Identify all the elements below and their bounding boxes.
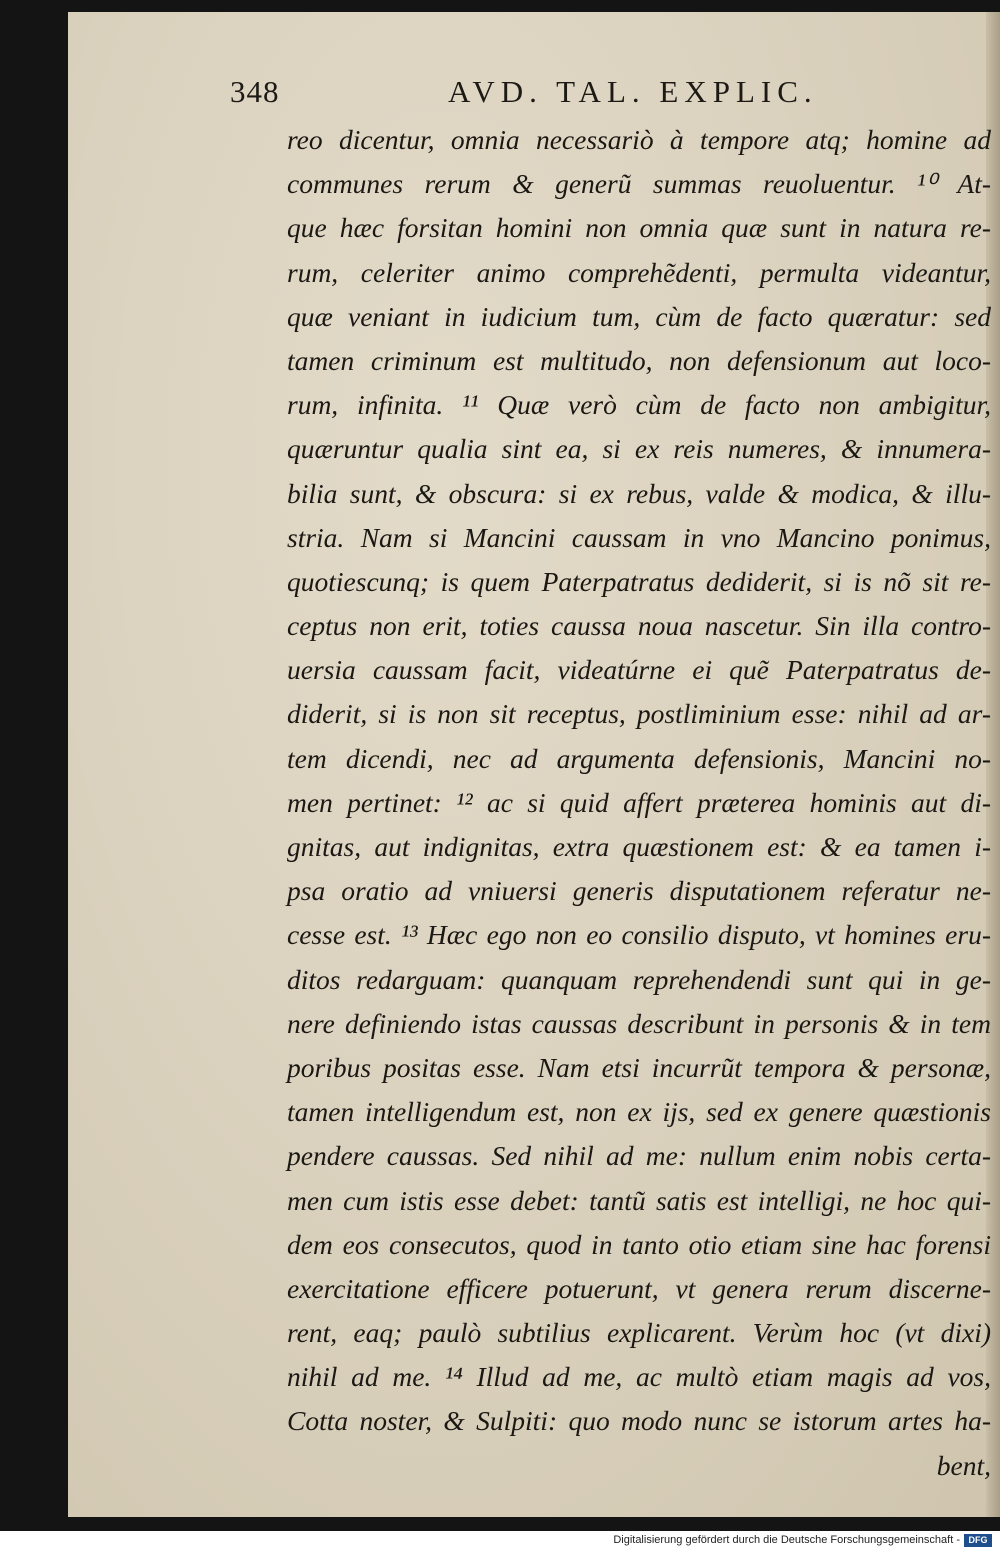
text-line: poribus positas esse. Nam etsi incurrũt tempora & personæ, <box>287 1051 991 1083</box>
text-line: diderit, si is non sit receptus, postliminium esse: nihil ad ar- <box>287 698 991 730</box>
running-head <box>230 74 930 124</box>
text-line: uersia caussam facit, videatúrne ei quẽ Paterpatratus de- <box>287 654 991 686</box>
text-line: rent, eaq; paulò subtilius explicarent. Verùm hoc (vt dixi) <box>287 1317 991 1349</box>
text-line: cesse est. ¹³ Hæc ego non eo consilio disputo, vt homines eru- <box>287 919 991 951</box>
running-title: AVD. TAL. EXPLIC. <box>448 74 818 109</box>
text-line: tem dicendi, nec ad argumenta defensionis, Mancini no- <box>287 742 991 774</box>
text-line: psa oratio ad vniuersi generis disputationem referatur ne- <box>287 875 991 907</box>
text-line: ceptus non erit, toties caussa noua nascetur. Sin illa contro- <box>287 610 991 642</box>
text-line: nere definiendo istas caussas describunt in personis & in tem <box>287 1007 991 1039</box>
text-line: Cotta noster, & Sulpiti: quo modo nunc se istorum artes ha- <box>287 1405 991 1437</box>
text-line: dem eos consecutos, quod in tanto otio etiam sine hac forensi <box>287 1228 991 1260</box>
text-line: pendere caussas. Sed nihil ad me: nullum enim nobis certa- <box>287 1140 991 1172</box>
text-line: quæruntur qualia sint ea, si ex reis numeres, & innumera- <box>287 433 991 465</box>
page-number: 348 <box>230 74 280 109</box>
text-line: nihil ad me. ¹⁴ Illud ad me, ac multò etiam magis ad vos, <box>287 1361 991 1393</box>
text-line: bilia sunt, & obscura: si ex rebus, valde & modica, & illu- <box>287 477 991 509</box>
text-line: communes rerum & generũ summas reuoluentur. ¹⁰ At- <box>287 168 991 200</box>
digitization-credit: Digitalisierung gefördert durch die Deutsche Forschungsgemeinschaft - <box>613 1534 960 1546</box>
text-line: que hæc forsitan homini non omnia quæ sunt in natura re- <box>287 212 991 244</box>
text-line: tamen intelligendum est, non ex ijs, sed ex genere quæstionis <box>287 1096 991 1128</box>
text-line: bent, <box>936 1449 991 1481</box>
text-line: quotiescunq; is quem Paterpatratus dediderit, si is nõ sit re- <box>287 565 991 597</box>
body-text <box>287 118 991 1488</box>
text-line: exercitatione efficere potuerunt, vt genera rerum discerne- <box>287 1272 991 1304</box>
text-line: gnitas, aut indignitas, extra quæstionem est: & ea tamen i- <box>287 831 991 862</box>
text-line: men pertinet: ¹² ac si quid affert præterea hominis aut di- <box>287 786 991 818</box>
text-line: ditos redarguam: quanquam reprehendendi sunt qui in ge- <box>287 963 991 995</box>
text-line: quæ veniant in iudicium tum, cùm de facto quæratur: sed <box>287 300 991 332</box>
text-line: stria. Nam si Mancini caussam in vno Mancino ponimus, <box>287 521 991 553</box>
text-line: rum, celeriter animo comprehẽdenti, permulta videantur, <box>287 256 991 288</box>
text-line: tamen criminum est multitudo, non defensionum aut loco- <box>287 344 991 376</box>
text-line: reo dicentur, omnia necessariò à tempore atq; homine ad <box>287 124 991 155</box>
text-line: men cum istis esse debet: tantũ satis est intelligi, ne hoc qui- <box>287 1184 991 1216</box>
text-line: rum, infinita. ¹¹ Quæ verò cùm de facto non ambigitur, <box>287 389 991 421</box>
dfg-logo: DFG <box>964 1534 992 1547</box>
